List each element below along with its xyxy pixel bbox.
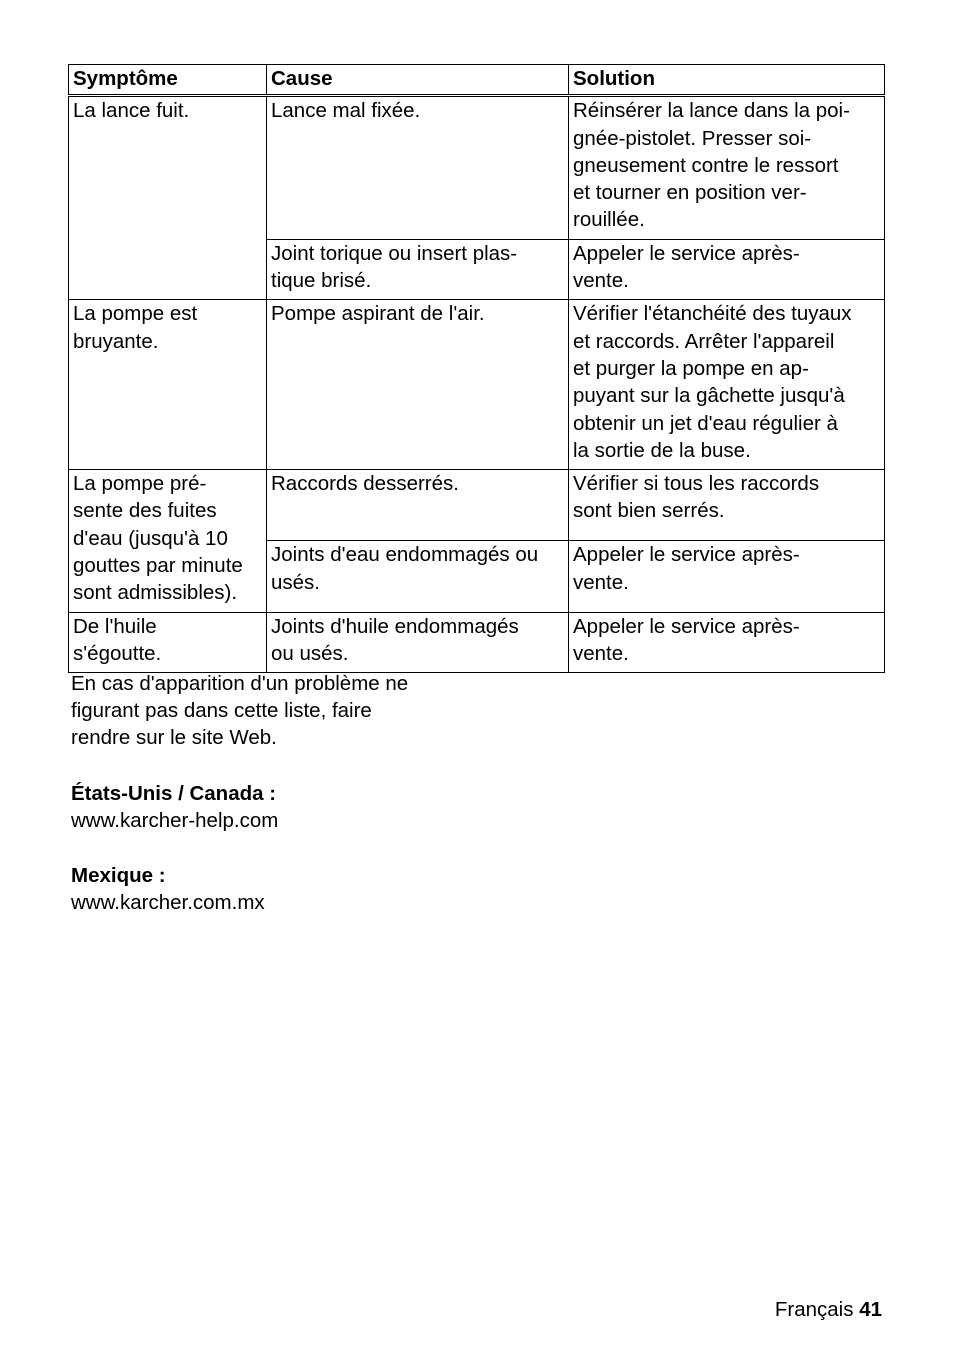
page-footer [775, 1296, 882, 1323]
header-solution: Solution [569, 65, 885, 96]
cause-cell: Pompe aspirant de l'air. [267, 300, 569, 470]
solution-cell: Vérifier si tous les raccords sont bien serrés. [569, 470, 885, 541]
table-row [69, 612, 885, 673]
support-note [71, 670, 491, 916]
page-number: 41 [859, 1298, 882, 1321]
symptom-cell: De l'huile s'égoutte. [69, 612, 267, 673]
symptom-cell: La lance fuit. [69, 96, 267, 300]
symptom-cell: La pompe pré- sente des fuites d'eau (jusqu'à 10 gouttes par minute sont admissibles). [69, 470, 267, 612]
cause-cell: Raccords desserrés. [267, 470, 569, 541]
support-intro: En cas d'apparition d'un problème ne figurant pas dans cette liste, faire rendre sur le site Web. [71, 672, 409, 750]
header-cause: Cause [267, 65, 569, 96]
us-canada-url[interactable]: www.karcher-help.com [71, 808, 279, 832]
cause-cell: Joints d'eau endommagés ou usés. [267, 541, 569, 612]
solution-cell: Vérifier l'étanchéité des tuyaux et raccords. Arrêter l'appareil et purger la pompe en ap- puyant sur la gâchette jusqu'à obtenir un jet d'eau régulier à la sortie de la buse. [569, 300, 885, 470]
mexico-url[interactable]: www.karcher.com.mx [71, 891, 265, 915]
solution-cell: Appeler le service après- vente. [569, 239, 885, 300]
mexico-heading: Mexique : [71, 864, 166, 888]
table-row [69, 470, 885, 541]
cause-cell: Lance mal fixée. [267, 96, 569, 239]
cause-cell: Joint torique ou insert plas- tique brisé. [267, 239, 569, 300]
table-header-row [69, 65, 885, 96]
solution-cell: Appeler le service après- vente. [569, 612, 885, 673]
solution-cell: Appeler le service après- vente. [569, 541, 885, 612]
table-row [69, 300, 885, 470]
solution-cell: Réinsérer la lance dans la poi- gnée-pistolet. Presser soi- gneusement contre le ressort et tourner en position ver- rouillée. [569, 96, 885, 239]
us-canada-heading: États-Unis / Canada : [71, 781, 277, 805]
symptom-cell: La pompe est bruyante. [69, 300, 267, 470]
troubleshooting-table [68, 64, 885, 673]
cause-cell: Joints d'huile endommagés ou usés. [267, 612, 569, 673]
header-symptom: Symptôme [69, 65, 267, 96]
footer-language: Français [774, 1298, 854, 1321]
table-row [69, 96, 885, 239]
